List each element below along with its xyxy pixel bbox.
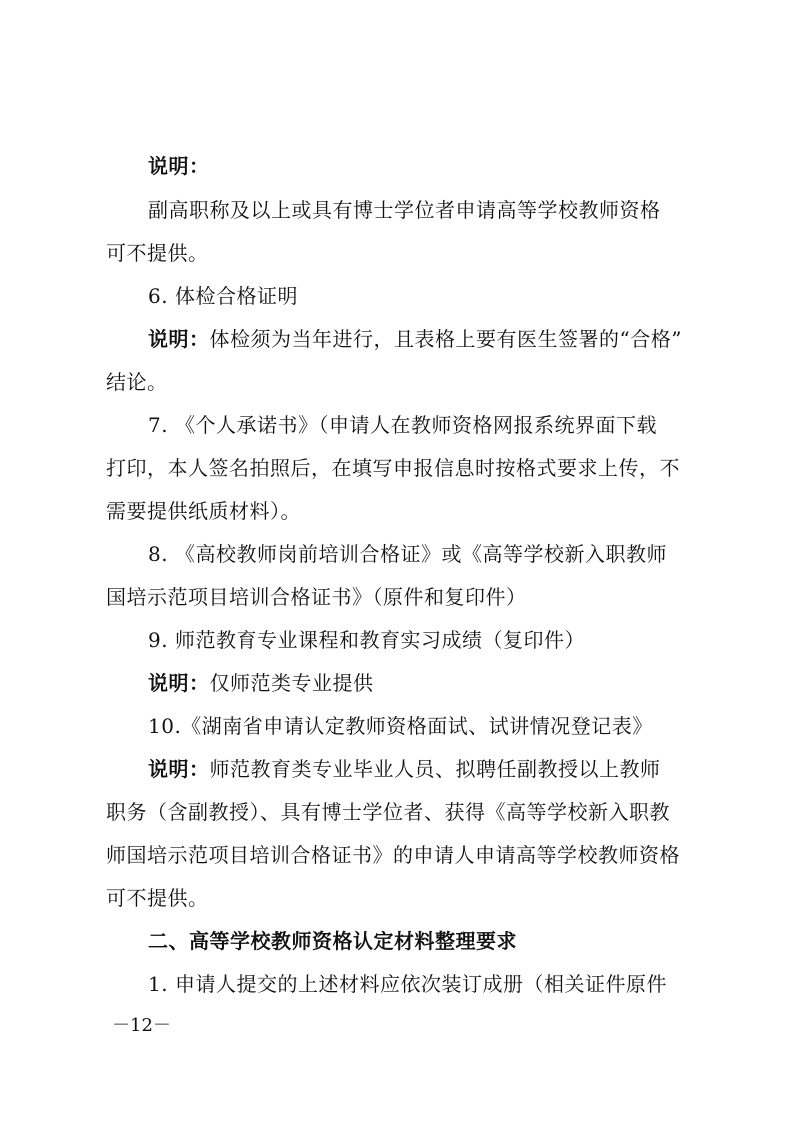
note-label: 说明： [148,154,210,178]
body-line [106,454,706,482]
note-label: 说明： [148,757,210,781]
note-label-line [148,152,708,180]
page-number: －12－ [112,1015,171,1036]
note-label: 说明： [148,671,210,695]
list-item-8 [148,540,708,568]
body-line [106,884,706,912]
line-text: 打印，本人签名拍照后，在填写申报信息时按格式要求上传，不 [106,456,680,480]
line-text: 可不提供。 [106,886,209,910]
line-text: 体检须为当年进行，且表格上要有医生签署的“合格” [209,327,682,351]
body-line [106,368,706,396]
list-item-9 [148,626,708,654]
line-text: 10.《湖南省申请认定教师资格面试、试讲情况登记表》 [148,714,653,738]
line-text: 结论。 [106,370,168,394]
line-text: 6. 体检合格证明 [148,284,298,308]
body-line [106,497,706,525]
line-text: 师范教育类专业毕业人员、拟聘任副教授以上教师 [209,757,661,781]
list-item-1 [148,970,708,998]
line-text: 仅师范类专业提供 [209,671,374,695]
body-line [106,583,706,611]
list-item-6 [148,282,708,310]
line-text: 7. 《个人承诺书》（申请人在教师资格网报系统界面下载 [148,413,657,437]
line-text: 8. 《高校教师岗前培训合格证》或《高等学校新入职教师 [148,542,667,566]
line-text: 二、高等学校教师资格认定材料整理要求 [148,929,517,953]
line-text: 1. 申请人提交的上述材料应依次装订成册（相关证件原件 [148,972,667,996]
note-line [148,325,708,353]
body-line [106,239,706,267]
list-item-7 [148,411,708,439]
section-heading [148,927,708,955]
list-item-10 [148,712,708,740]
line-text: 师国培示范项目培训合格证书》的申请人申请高等学校教师资格 [106,843,680,867]
note-line [148,755,708,783]
line-text: 副高职称及以上或具有博士学位者申请高等学校教师资格 [148,198,661,222]
line-text: 可不提供。 [106,241,209,265]
note-label: 说明： [148,327,210,351]
body-line [106,841,706,869]
body-line [148,196,708,224]
body-line [106,798,706,826]
line-text: 需要提供纸质材料）。 [106,499,301,523]
note-line [148,669,708,697]
line-text: 职务（含副教授）、具有博士学位者、获得《高等学校新入职教 [106,800,670,824]
line-text: 国培示范项目培训合格证书》（原件和复印件） [106,585,527,609]
line-text: 9. 师范教育专业课程和教育实习成绩（复印件） [148,628,585,652]
